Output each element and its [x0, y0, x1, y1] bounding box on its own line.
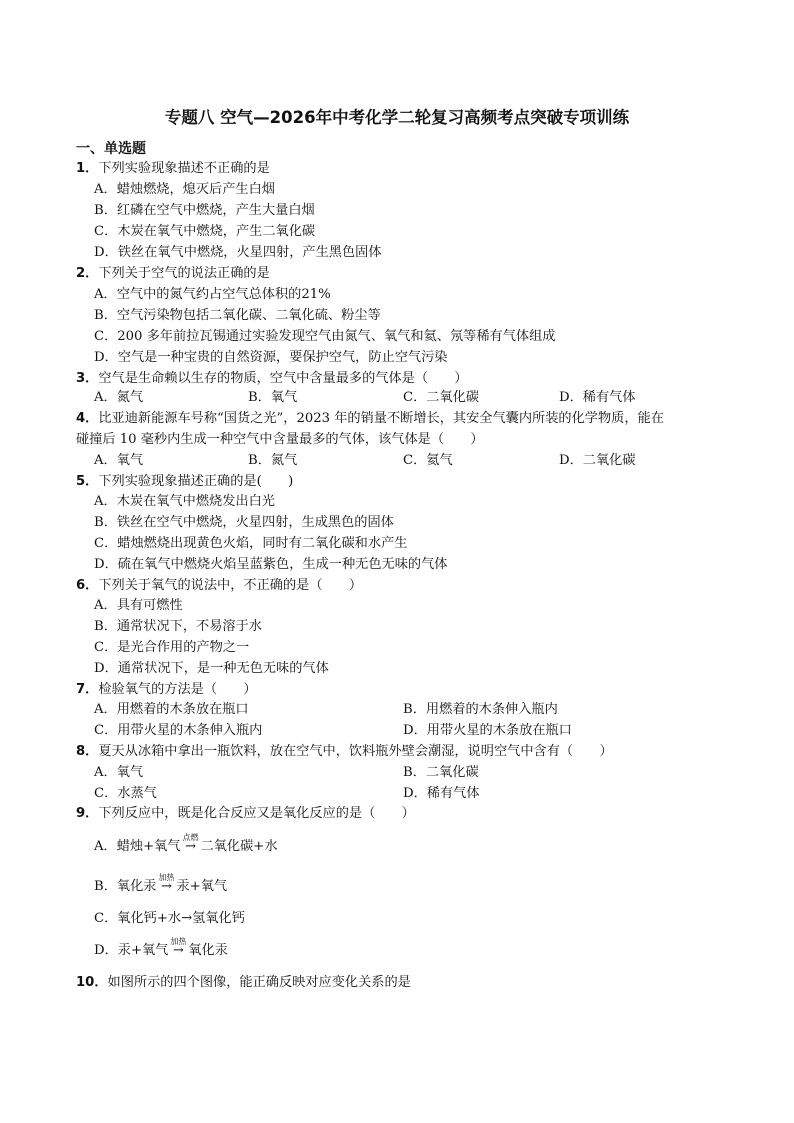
products: 汞+氧气: [176, 879, 228, 894]
reaction-condition: 加热: [158, 873, 175, 882]
question-stem: 比亚迪新能源车号称“国货之光”，2023 年的销量不断增长，其安全气囊内所装的化学物质，能在: [98, 411, 664, 426]
question-stem-continued: 碰撞后 10 毫秒内生成一种空气中含量最多的气体，该气体是（ ）: [76, 432, 484, 447]
option-b: B．空气污染物包括二氧化碳、二氧化硫、粉尘等: [94, 308, 381, 323]
option-a: A．氧气: [94, 765, 144, 780]
question-number: 6．: [76, 578, 99, 593]
question-number: 5．: [76, 474, 99, 489]
option-b: B．二氧化碳: [403, 765, 479, 780]
option-d: D．二氧化碳: [559, 453, 636, 468]
question-number: 7．: [76, 682, 99, 697]
option-c: C．水蒸气: [94, 786, 157, 801]
question-number: 2．: [76, 266, 99, 281]
option-a: A．木炭在氧气中燃烧发出白光: [94, 494, 275, 509]
question-stem: 下列关于空气的说法正确的是: [98, 266, 270, 281]
question-3: [76, 370, 468, 388]
option-d: D．硫在氧气中燃烧火焰呈蓝紫色，生成一种无色无味的气体: [94, 557, 448, 572]
option-a: A．蜡烛燃烧，熄灭后产生白烟: [94, 182, 275, 197]
question-stem: 如图所示的四个图像，能正确反映对应变化关系的是: [107, 975, 411, 990]
option-a: A．用燃着的木条放在瓶口: [94, 702, 249, 717]
option-b: B．通常状况下，不易溶于水: [94, 619, 262, 634]
question-stem: 夏天从冰箱中拿出一瓶饮料，放在空气中，饮料瓶外壁会潮湿，说明空气中含有（ ）: [98, 744, 613, 759]
question-stem: 下列反应中，既是化合反应又是氧化反应的是（ ）: [98, 806, 415, 821]
question-4: [76, 410, 664, 428]
option-c: C．用带火星的木条伸入瓶内: [94, 723, 263, 738]
option-d: D．空气是一种宝贵的自然资源，要保护空气，防止空气污染: [94, 350, 448, 365]
question-number: 1．: [76, 161, 99, 176]
option-d: D．稀有气体: [403, 786, 480, 801]
option-d: D．通常状况下，是一种无色无味的气体: [94, 661, 329, 676]
option-d: D．铁丝在氧气中燃烧，火星四射，产生黑色固体: [94, 245, 382, 260]
arrow-icon: →: [161, 879, 172, 894]
reaction-condition: 加热: [170, 937, 187, 946]
question-8: [76, 743, 613, 761]
option-b: B．铁丝在空气中燃烧，火星四射，生成黑色的固体: [94, 515, 394, 530]
option-c: C．氧化钙+水→氢氧化钙: [94, 911, 245, 926]
option-d: [94, 937, 228, 960]
arrow-icon: →: [172, 943, 184, 958]
option-a: A．具有可燃性: [94, 598, 183, 613]
question-stem: 下列关于氧气的说法中，不正确的是（ ）: [98, 578, 363, 593]
option-c: C．200 多年前拉瓦锡通过实验发现空气由氮气、氧气和氦、氖等稀有气体组成: [94, 329, 556, 344]
question-stem: 下列实验现象描述不正确的是: [98, 161, 270, 176]
question-number: 9．: [76, 806, 99, 821]
option-c: C．蜡烛燃烧出现黄色火焰，同时有二氧化碳和水产生: [94, 536, 408, 551]
question-number: 3．: [76, 371, 99, 386]
option-b: B．红磷在空气中燃烧，产生大量白烟: [94, 203, 315, 218]
products: 氧化汞: [188, 943, 228, 958]
question-7: [76, 681, 257, 699]
option-b: B．用燃着的木条伸入瓶内: [403, 702, 558, 717]
option-a: [94, 833, 278, 856]
option-a: A．空气中的氮气约占空气总体积的21%: [94, 287, 331, 302]
arrow-icon: →: [185, 839, 196, 854]
question-number: 4．: [76, 411, 99, 426]
option-b: B．氮气: [248, 453, 298, 468]
reactants: B．氧化汞: [94, 879, 157, 894]
reaction-arrow: [156, 873, 176, 896]
question-2: [76, 265, 270, 283]
reactants: A．蜡烛+氧气: [94, 839, 181, 854]
option-a: A．氧气: [94, 453, 144, 468]
option-c: C．二氧化碳: [403, 390, 480, 405]
reaction-arrow: [168, 937, 188, 960]
document-title: 专题八 空气—2026年中考化学二轮复习高频考点突破专项训练: [164, 108, 630, 127]
option-c: C．氦气: [403, 453, 453, 468]
question-stem: 检验氧气的方法是（ ）: [98, 682, 257, 697]
option-c: C．是光合作用的产物之一: [94, 640, 250, 655]
reactants: D．汞+氧气: [94, 943, 169, 958]
option-d: D．稀有气体: [559, 390, 636, 405]
question-10: [76, 974, 411, 992]
section-heading: 一、单选题: [76, 141, 146, 157]
reaction-condition: 点燃: [182, 833, 199, 842]
question-stem: 下列实验现象描述正确的是( ): [98, 474, 294, 489]
question-6: [76, 577, 362, 595]
option-b: B．氧气: [248, 390, 298, 405]
question-stem: 空气是生命赖以生存的物质，空气中含量最多的气体是（ ）: [98, 371, 468, 386]
option-d: D．用带火星的木条放在瓶口: [403, 723, 572, 738]
products: 二氧化碳+水: [200, 839, 278, 854]
option-b: [94, 873, 228, 896]
reaction-arrow: [181, 833, 201, 856]
question-5: [76, 473, 293, 491]
question-number: 10．: [76, 975, 108, 990]
option-c: C．木炭在氧气中燃烧，产生二氧化碳: [94, 224, 316, 239]
question-number: 8．: [76, 744, 99, 759]
question-9: [76, 805, 415, 823]
option-a: A．氮气: [94, 390, 144, 405]
question-1: [76, 160, 270, 178]
